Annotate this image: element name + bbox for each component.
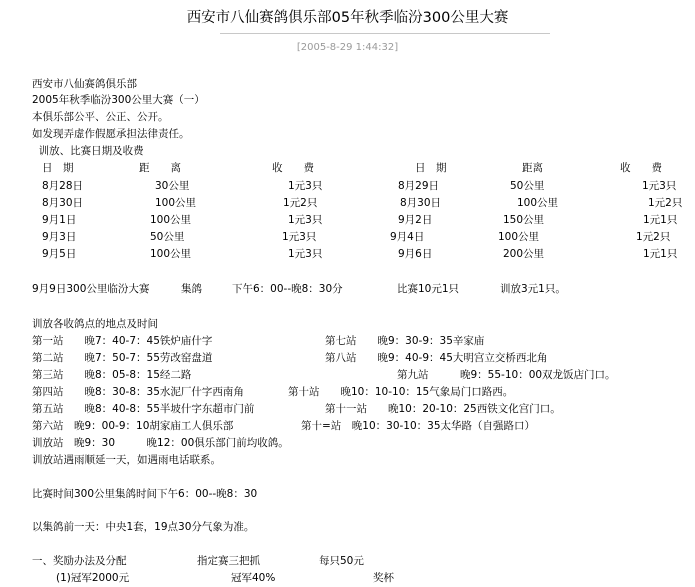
station-10: 第十站 晚10：10-10：15气象局门口路西。 xyxy=(288,386,514,398)
schedule-cell: 50公里 xyxy=(150,231,185,243)
race-time-note: 比赛时间300公里集鸽时间下午6：00--晚8：30 xyxy=(32,488,258,500)
station-3: 第三站 晚8：05-8：15经二路 xyxy=(32,369,192,381)
schedule-cell: 100公里 xyxy=(155,197,197,209)
schedule-cell: 1元2只 xyxy=(283,197,318,209)
schedule-cell: 1元2只 xyxy=(648,197,683,209)
award-per-bird: 每只50元 xyxy=(319,555,364,567)
station-1: 第一站 晚7：40-7：45铁炉庙什字 xyxy=(32,335,213,347)
schedule-cell: 1元3只 xyxy=(282,231,317,243)
station-2: 第二站 晚7：50-7：55劳改窑盘道 xyxy=(32,352,213,364)
trophy-label: 奖杯 xyxy=(373,572,394,584)
schedule-cell: 1元3只 xyxy=(288,180,323,192)
schedule-cell: 30公里 xyxy=(155,180,190,192)
schedule-cell: 9月3日 xyxy=(42,231,77,243)
schedule-cell: 1元2只 xyxy=(636,231,671,243)
schedule-cell: 9月1日 xyxy=(42,214,77,226)
page-title: 西安市八仙赛鸽俱乐部05年秋季临汾300公里大赛 xyxy=(186,10,509,26)
station-6: 第六站 晚9：00-9：10胡家庙工人俱乐部 xyxy=(32,420,234,432)
race-fee: 比赛10元1只 xyxy=(397,283,460,295)
intro-line: 如发现弄虚作假愿承担法律责任。 xyxy=(32,128,190,140)
schedule-cell: 1元1只 xyxy=(643,214,678,226)
weather-rule: 以集鸽前一天：中央1套，19点30分气象为准。 xyxy=(32,521,255,533)
schedule-cell: 8月28日 xyxy=(42,180,84,192)
schedule-cell: 1元3只 xyxy=(642,180,677,192)
schedule-cell: 1元3只 xyxy=(288,214,323,226)
champion-percentage: 冠军40% xyxy=(231,572,276,584)
schedule-cell: 8月30日 xyxy=(42,197,84,209)
schedule-cell: 200公里 xyxy=(503,248,545,260)
race-collect: 集鸽 xyxy=(181,283,202,295)
title-divider xyxy=(220,33,550,34)
station-4: 第四站 晚8：30-8：35水泥厂什字西南角 xyxy=(32,386,244,398)
station-9: 第九站 晚9：55-10：00双龙饭店门口。 xyxy=(397,369,616,381)
station-11: 第十一站 晚10：20-10：25西铁文化宫门口。 xyxy=(325,403,561,415)
training-fee: 训放3元1只。 xyxy=(500,283,566,295)
header-date: 日 期 xyxy=(42,162,74,174)
designated-race: 指定赛三把抓 xyxy=(197,555,260,567)
schedule-cell: 100公里 xyxy=(498,231,540,243)
schedule-cell: 1元3只 xyxy=(288,248,323,260)
schedule-cell: 150公里 xyxy=(503,214,545,226)
header-distance: 距 离 xyxy=(139,162,181,174)
stations-title: 训放各收鸽点的地点及时间 xyxy=(32,318,158,330)
intro-line: 本俱乐部公平、公正、公开。 xyxy=(32,111,169,123)
schedule-cell: 100公里 xyxy=(150,248,192,260)
schedule-cell: 100公里 xyxy=(517,197,559,209)
training-station: 训放站 晚9：30 晚12：00俱乐部门前均收鸽。 xyxy=(32,437,289,449)
race-name: 9月9日300公里临汾大赛 xyxy=(32,283,150,295)
header-distance: 距离 xyxy=(522,162,543,174)
schedule-cell: 9月2日 xyxy=(398,214,433,226)
station-8: 第八站 晚9：40-9：45大明宫立交桥西北角 xyxy=(325,352,548,364)
station-7: 第七站 晚9：30-9：35辛家庙 xyxy=(325,335,485,347)
schedule-cell: 9月4日 xyxy=(390,231,425,243)
first-prize: (1)冠军2000元 xyxy=(56,572,130,584)
rain-notice: 训放站遇雨顺延一天，如遇雨电话联系。 xyxy=(32,454,221,466)
header-date: 日 期 xyxy=(415,162,447,174)
schedule-cell: 100公里 xyxy=(150,214,192,226)
race-time: 下午6：00--晚8：30分 xyxy=(232,283,343,295)
intro-line: 2005年秋季临汾300公里大赛（一） xyxy=(32,94,205,106)
schedule-cell: 9月6日 xyxy=(398,248,433,260)
header-fee: 收 费 xyxy=(272,162,314,174)
intro-line: 训放、比赛日期及收费 xyxy=(32,145,144,157)
station-5: 第五站 晚8：40-8：55半坡什字东超市门前 xyxy=(32,403,255,415)
post-date: [2005-8-29 1:44:32] xyxy=(296,42,399,53)
station-12: 第十=站 晚10：30-10：35太华路（自强路口） xyxy=(301,420,536,432)
schedule-cell: 1元1只 xyxy=(643,248,678,260)
header-fee: 收 费 xyxy=(620,162,662,174)
awards-heading: 一、奖励办法及分配 xyxy=(32,555,127,567)
schedule-cell: 8月29日 xyxy=(398,180,440,192)
schedule-cell: 50公里 xyxy=(510,180,545,192)
schedule-cell: 8月30日 xyxy=(400,197,442,209)
intro-line: 西安市八仙赛鸽俱乐部 xyxy=(32,78,137,90)
schedule-cell: 9月5日 xyxy=(42,248,77,260)
